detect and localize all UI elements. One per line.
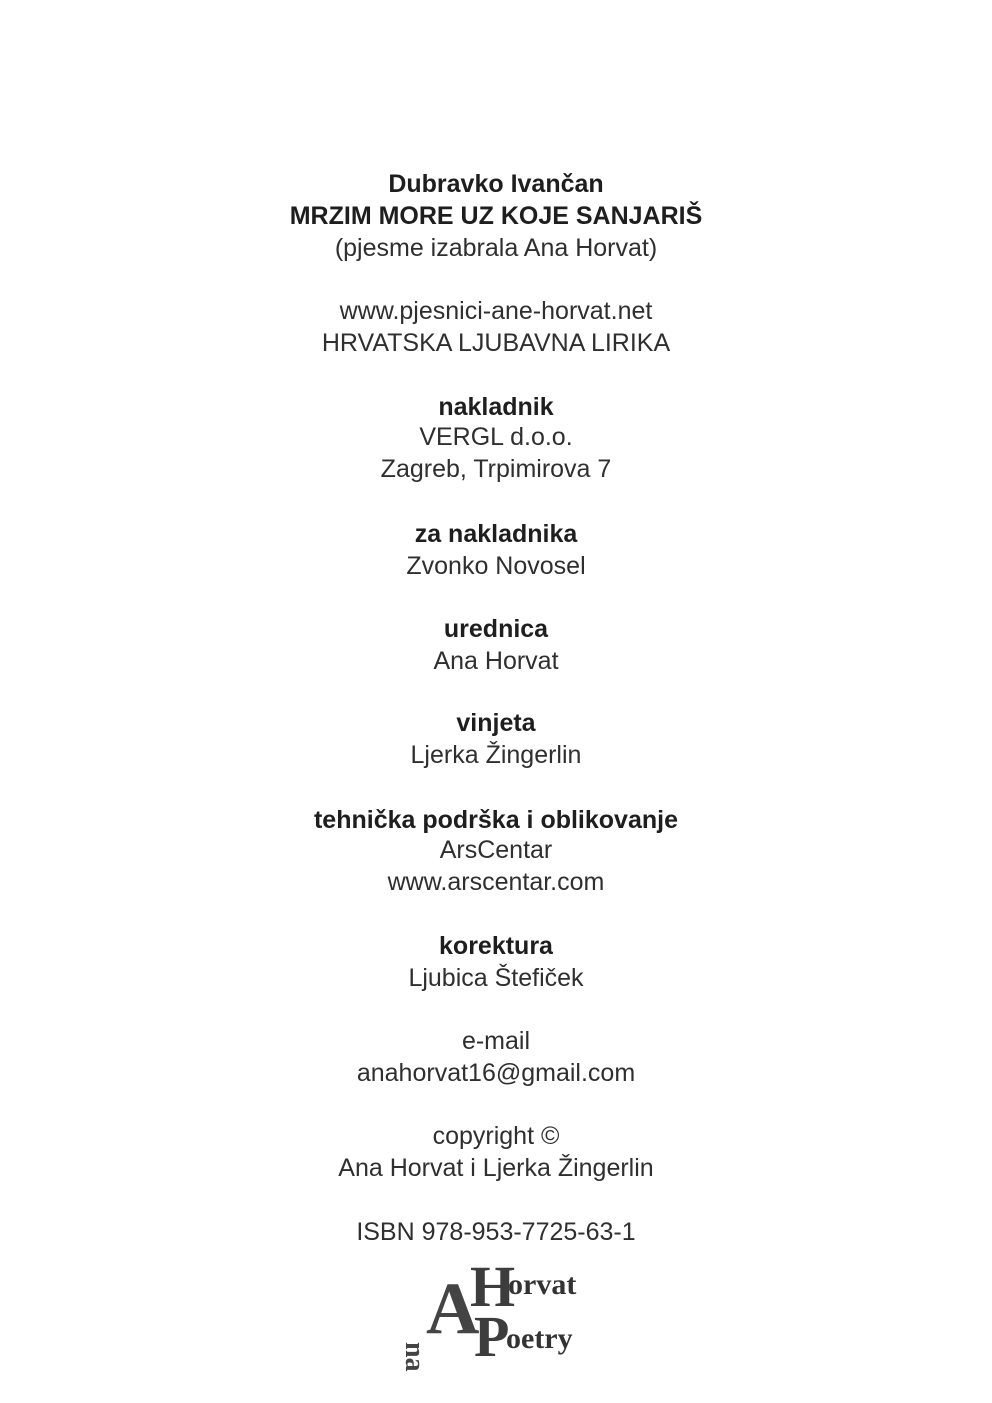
email-address: anahorvat16@gmail.com (356, 1059, 636, 1087)
vignette-name: Ljerka Žingerlin (410, 741, 582, 769)
proofreading-label: korektura (439, 932, 553, 960)
publisher-label: nakladnik (438, 393, 554, 421)
author-name: Dubravko Ivančan (388, 170, 604, 198)
vignette-label: vinjeta (456, 709, 536, 737)
ana-horvat-poetry-logo (399, 1254, 590, 1372)
publisher-address: Zagreb, Trpimirova 7 (380, 455, 612, 483)
for-publisher-name: Zvonko Novosel (406, 552, 586, 580)
publisher-name: VERGL d.o.o. (419, 423, 573, 451)
book-subtitle: (pjesme izabrala Ana Horvat) (334, 234, 658, 262)
proofreading-name: Ljubica Štefiček (408, 964, 584, 992)
for-publisher-label: za nakladnika (414, 520, 578, 548)
technical-label: tehnička podrška i oblikovanje (313, 806, 678, 834)
copyright-label: copyright © (432, 1122, 560, 1150)
email-label: e-mail (461, 1027, 531, 1055)
logo-letter-a: A (426, 1268, 480, 1350)
technical-name: ArsCentar (439, 836, 553, 864)
editor-label: urednica (443, 615, 549, 643)
logo-letter-p: P (474, 1304, 510, 1369)
copyright-holders: Ana Horvat i Ljerka Žingerlin (338, 1154, 654, 1182)
book-title: MRZIM MORE UZ KOJE SANJARIŠ (289, 202, 703, 230)
logo-na: na (399, 1342, 430, 1372)
logo-oetry: oetry (506, 1322, 573, 1355)
isbn: ISBN 978-953-7725-63-1 (356, 1218, 636, 1246)
logo-orvat: orvat (508, 1268, 577, 1301)
series-name: HRVATSKA LJUBAVNA LIRIKA (321, 329, 671, 357)
logo-letter-h: H (470, 1254, 516, 1319)
series-website: www.pjesnici-ane-horvat.net (339, 297, 653, 325)
technical-website: www.arscentar.com (387, 868, 605, 896)
editor-name: Ana Horvat (433, 647, 559, 675)
